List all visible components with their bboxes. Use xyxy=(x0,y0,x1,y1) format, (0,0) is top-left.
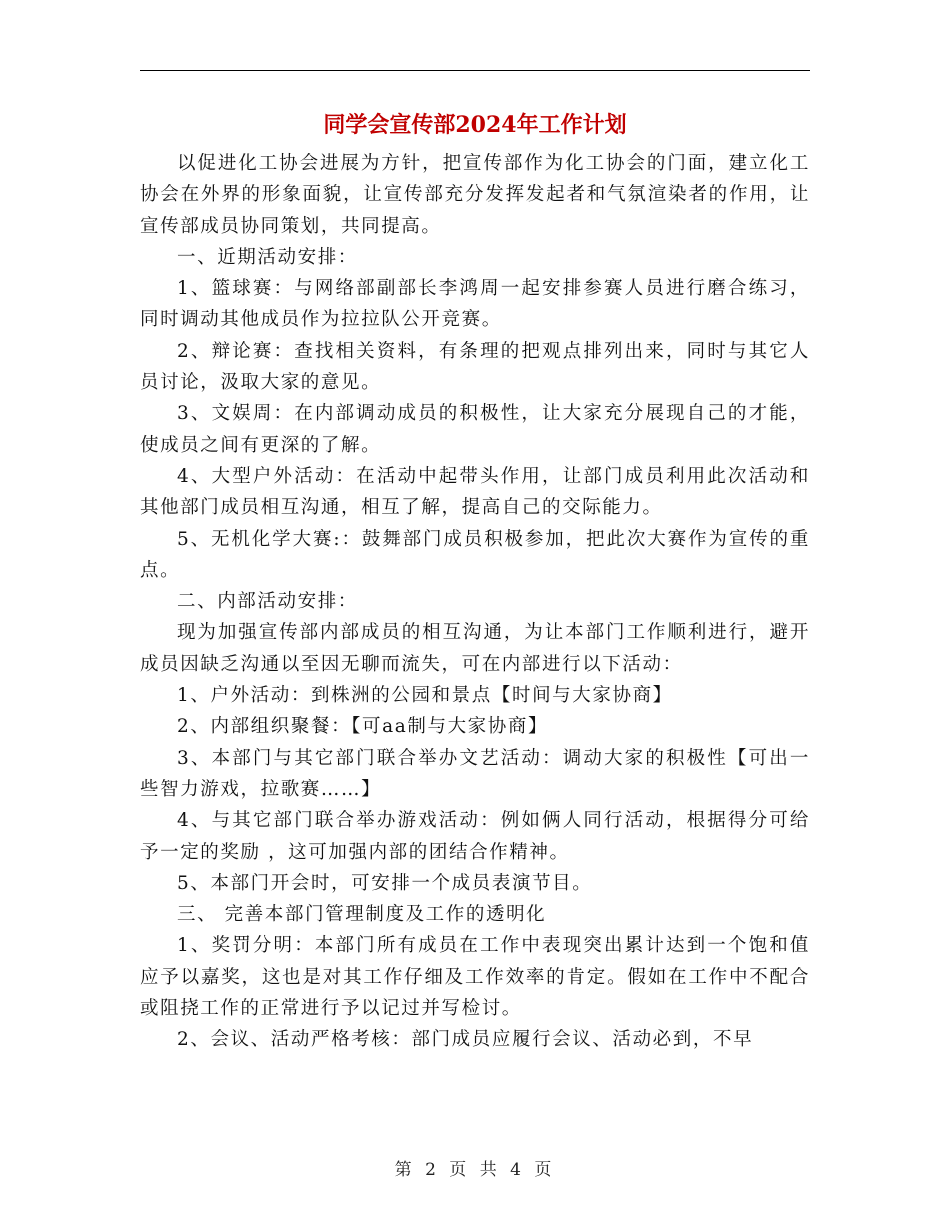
list-item: 4、大型户外活动：在活动中起带头作用，让部门成员利用此次活动和其他部门成员相互沟通，相互了解，提高自己的交际能力。 xyxy=(140,465,810,519)
header-rule xyxy=(140,70,810,71)
document-title: 同学会宣传部2024年工作计划 xyxy=(323,112,627,138)
section-heading-2: 二、内部活动安排： xyxy=(177,591,358,613)
section-heading-1: 一、近期活动安排： xyxy=(177,246,358,268)
document-body xyxy=(140,148,810,1056)
list-item: 4、与其它部门联合举办游戏活动：例如俩人同行活动，根据得分可给予一定的奖励 ，这可加强内部的团结合作精神。 xyxy=(140,810,810,863)
list-item: 3、本部门与其它部门联合举办文艺活动：调动大家的积极性【可出一些智力游戏，拉歌赛……】 xyxy=(140,747,810,800)
list-item: 2、会议、活动严格考核：部门成员应履行会议、活动必到，不早 xyxy=(177,1029,754,1051)
list-item: 2、辩论赛：查找相关资料，有条理的把观点排列出来，同时与其它人员讨论，汲取大家的意见。 xyxy=(140,340,810,394)
list-item: 1、奖罚分明：本部门所有成员在工作中表现突出累计达到一个饱和值应予以嘉奖，这也是对其工作仔细及工作效率的肯定。假如在工作中不配合或阻挠工作的正常进行予以记过并写检讨。 xyxy=(140,935,810,1020)
section-heading-3: 三、 完善本部门管理制度及工作的透明化 xyxy=(177,904,547,926)
list-item: 5、本部门开会时，可安排一个成员表演节目。 xyxy=(177,872,593,894)
list-item: 1、户外活动：到株洲的公园和景点【时间与大家协商】 xyxy=(177,685,673,707)
page-number: 第 2 页 共 4 页 xyxy=(394,1160,556,1180)
list-item: 1、篮球赛：与网络部副部长李鸿周一起安排参赛人员进行磨合练习，同时调动其他成员作为拉拉队公开竞赛。 xyxy=(140,278,810,331)
list-item: 2、内部组织聚餐：【可aa制与大家协商】 xyxy=(177,716,549,738)
list-item: 3、文娱周：在内部调动成员的积极性，让大家充分展现自己的才能，使成员之间有更深的了解。 xyxy=(140,403,810,456)
list-item: 5、无机化学大赛:：鼓舞部门成员积极参加，把此次大赛作为宣传的重点。 xyxy=(140,528,810,581)
paragraph-intro: 以促进化工协会进展为方针，把宣传部作为化工协会的门面，建立化工协会在外界的形象面貌，让宣传部充分发挥发起者和气氛渲染者的作用，让宣传部成员协同策划，共同提高。 xyxy=(140,153,810,237)
paragraph-section-2-intro: 现为加强宣传部内部成员的相互沟通，为让本部门工作顺利进行，避开成员因缺乏沟通以至因无聊而流失，可在内部进行以下活动： xyxy=(140,622,810,675)
